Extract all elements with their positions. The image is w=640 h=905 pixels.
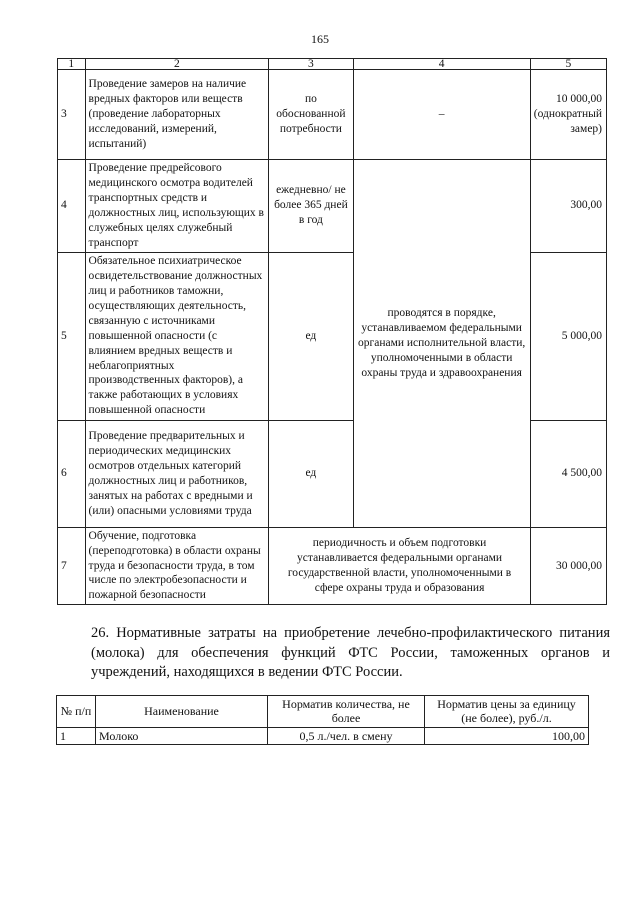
table-row (58, 70, 607, 160)
merged-frequency-norm-cell: периодичность и объем подготовки устанавливается федеральными органами государственной власти, уполномоченными в сфере охраны труда и образования (269, 527, 530, 605)
row-price: 300,00 (530, 160, 606, 253)
row-description: Проведение предварительных и периодических медицинских осмотров отдельных категорий должностных лиц и работников, занятых на работах с вредными и (или) опасными условиями труда (85, 420, 269, 527)
row-norm: – (353, 70, 530, 160)
row-number: 5 (58, 252, 86, 420)
table-header-row (58, 59, 607, 70)
table-row (58, 160, 607, 253)
merged-norm-cell: проводятся в порядке, устанавливаемом федеральными органами исполнительной власти, уполномоченными в области охраны труда и здравоохранения (353, 160, 530, 528)
row-price: 100,00 (425, 727, 589, 744)
row-description: Обучение, подготовка (переподготовка) в области охраны труда и безопасности труда, в том числе по электробезопасности и пожарной безопасности (85, 527, 269, 605)
header-cell: 2 (85, 59, 269, 70)
costs-table (57, 58, 607, 605)
milk-norms-table (56, 695, 589, 745)
row-number: 6 (58, 420, 86, 527)
page-number: 165 (311, 32, 329, 46)
paragraph-text: 26. Нормативные затраты на приобретение лечебно-профилактического питания (молока) для обеспечения функций ФТС России, таможенных органов и учреждений, находящихся в ведении ФТС России. (91, 625, 610, 681)
table-row (58, 527, 607, 605)
header-cell: 4 (353, 59, 530, 70)
row-quantity: 0,5 л./чел. в смену (268, 727, 425, 744)
row-description: Проведение предрейсового медицинского осмотра водителей транспортных средств и должностных лиц, использующих в служебных целях служебный транспорт (85, 160, 269, 253)
header-cell: № п/п (57, 696, 96, 728)
header-cell: 1 (58, 59, 86, 70)
row-price: 5 000,00 (530, 252, 606, 420)
row-description: Проведение замеров на наличие вредных факторов или веществ (проведение лабораторных исследований, измерений, испытаний) (85, 70, 269, 160)
row-frequency: по обоснованной потребности (269, 70, 353, 160)
header-cell: 3 (269, 59, 353, 70)
row-number: 3 (58, 70, 86, 160)
table-header-row (57, 696, 589, 728)
row-description: Обязательное психиатрическое освидетельствование должностных лиц и работников таможни, осуществляющих деятельность, связанную с источниками повышенной опасности (с влиянием вредных веществ и неблагоприятных производственных факторов), а также работающих в условиях повышенной опасности (85, 252, 269, 420)
row-number: 7 (58, 527, 86, 605)
row-number: 1 (57, 727, 96, 744)
row-name: Молоко (96, 727, 268, 744)
paragraph-26 (53, 624, 610, 683)
header-cell: Норматив цены за единицу (не более), руб./л. (425, 696, 589, 728)
header-cell: Норматив количества, не более (268, 696, 425, 728)
row-price: 4 500,00 (530, 420, 606, 527)
row-price: 30 000,00 (530, 527, 606, 605)
header-cell: 5 (530, 59, 606, 70)
row-frequency: ед (269, 252, 353, 420)
row-frequency: ед (269, 420, 353, 527)
row-frequency: ежедневно/ не более 365 дней в год (269, 160, 353, 253)
table-row (57, 727, 589, 744)
header-cell: Наименование (96, 696, 268, 728)
row-number: 4 (58, 160, 86, 253)
row-price: 10 000,00 (однократный замер) (530, 70, 606, 160)
